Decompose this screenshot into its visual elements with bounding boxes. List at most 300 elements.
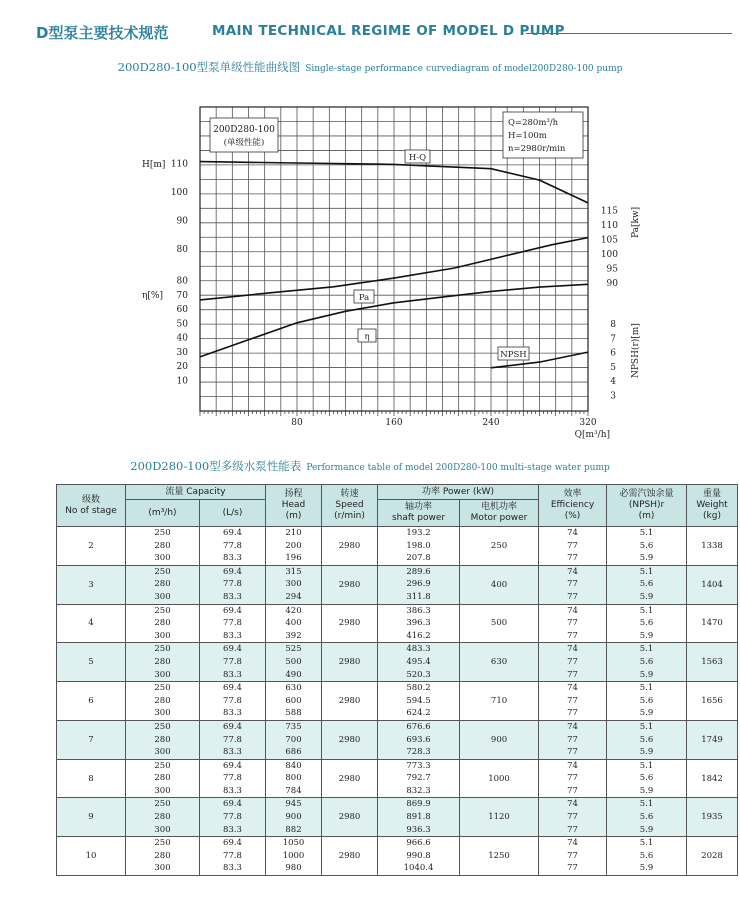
table-row <box>57 604 738 643</box>
cell-npsh-value: 5.1 <box>639 799 654 810</box>
cell-npsh <box>607 837 687 876</box>
cell-efficiency-value: 77 <box>567 824 578 835</box>
cell-efficiency-value: 77 <box>567 747 578 758</box>
cell-capacity-m3h-value: 250 <box>154 760 171 771</box>
cell-npsh-value: 5.9 <box>639 863 654 874</box>
cell-head-value: 500 <box>285 656 302 667</box>
cell-efficiency-value: 74 <box>567 605 578 616</box>
cell-capacity-ls-value: 69.4 <box>223 838 242 849</box>
efficiency-axis-label: η[%] <box>142 291 163 301</box>
performance-chart <box>130 100 670 445</box>
cell-capacity-m3h-value: 280 <box>154 850 171 861</box>
cell-head-value: 686 <box>285 747 302 758</box>
cell-shaft-power-value: 296.9 <box>406 579 431 590</box>
cell-weight: 1404 <box>687 565 738 604</box>
cell-shaft-power <box>378 565 460 604</box>
cell-head-value: 800 <box>285 773 302 784</box>
npsh-axis-tick-label: 7 <box>610 334 616 345</box>
cell-weight: 1749 <box>687 720 738 759</box>
th-npsh: 必需汽蚀余量 (NPSH)r (m) <box>607 485 687 527</box>
cell-shaft-power-value: 207.8 <box>406 553 431 564</box>
npsh-axis-tick-label: 6 <box>610 348 616 359</box>
h-axis-tick-label: 110 <box>170 159 188 170</box>
infobox-param: n=2980r/min <box>508 144 566 154</box>
cell-shaft-power <box>378 643 460 682</box>
cell-efficiency <box>539 565 607 604</box>
cell-capacity-m3h-value: 250 <box>154 799 171 810</box>
cell-motor-power: 1250 <box>460 837 539 876</box>
efficiency-axis-tick-label: 40 <box>176 333 188 344</box>
cell-speed: 2980 <box>322 720 378 759</box>
cell-head-value: 882 <box>285 824 302 835</box>
cell-shaft-power-value: 869.9 <box>406 799 431 810</box>
cell-efficiency-value: 74 <box>567 760 578 771</box>
cell-capacity-m3h <box>126 527 200 566</box>
x-axis-tick-label: 320 <box>579 418 597 428</box>
cell-stage: 4 <box>57 604 126 643</box>
cell-speed: 2980 <box>322 604 378 643</box>
cell-capacity-m3h-value: 250 <box>154 566 171 577</box>
cell-capacity-m3h-value: 280 <box>154 579 171 590</box>
cell-head-value: 630 <box>285 683 302 694</box>
cell-npsh <box>607 798 687 837</box>
cell-npsh-value: 5.6 <box>639 734 654 745</box>
cell-capacity-ls-value: 83.3 <box>223 669 242 680</box>
cell-shaft-power-value: 832.3 <box>406 785 431 796</box>
table-row <box>57 682 738 721</box>
cell-motor-power: 500 <box>460 604 539 643</box>
cell-capacity-ls-value: 77.8 <box>223 850 242 861</box>
cell-capacity-m3h-value: 280 <box>154 695 171 706</box>
th-speed: 转速 Speed (r/min) <box>322 485 378 527</box>
cell-npsh-value: 5.9 <box>639 553 654 564</box>
cell-capacity-ls-value: 83.3 <box>223 553 242 564</box>
performance-table <box>56 484 738 876</box>
cell-efficiency-value: 74 <box>567 683 578 694</box>
cell-capacity-ls-value: 77.8 <box>223 579 242 590</box>
pa-axis-tick-label: 95 <box>606 264 618 275</box>
cell-shaft-power-value: 966.6 <box>406 838 431 849</box>
cell-npsh-value: 5.6 <box>639 540 654 551</box>
cell-efficiency-value: 77 <box>567 553 578 564</box>
cell-efficiency-value: 74 <box>567 799 578 810</box>
cell-motor-power: 900 <box>460 720 539 759</box>
header-title-cn: D型泵主要技术规范 <box>36 24 169 42</box>
cell-npsh-value: 5.9 <box>639 785 654 796</box>
cell-head <box>266 682 322 721</box>
cell-capacity-m3h <box>126 682 200 721</box>
cell-npsh-value: 5.6 <box>639 579 654 590</box>
cell-speed: 2980 <box>322 759 378 798</box>
cell-npsh-value: 5.9 <box>639 824 654 835</box>
pa-curve-label: Pa <box>358 293 370 303</box>
npsh-axis-tick-label: 8 <box>610 320 616 330</box>
cell-capacity-ls-value: 77.8 <box>223 618 242 629</box>
cell-weight: 1656 <box>687 682 738 721</box>
cell-capacity-m3h <box>126 604 200 643</box>
cell-capacity-ls <box>200 837 266 876</box>
efficiency-axis-tick-label: 50 <box>176 319 188 330</box>
x-axis-label: Q[m³/h] <box>574 430 610 440</box>
cell-capacity-ls-value: 83.3 <box>223 591 242 602</box>
cell-efficiency-value: 74 <box>567 644 578 655</box>
cell-shaft-power-value: 580.2 <box>406 683 431 694</box>
cell-shaft-power <box>378 759 460 798</box>
infobox-param: H=100m <box>508 131 547 141</box>
cell-efficiency <box>539 604 607 643</box>
cell-shaft-power <box>378 682 460 721</box>
cell-capacity-m3h <box>126 837 200 876</box>
cell-efficiency <box>539 759 607 798</box>
cell-capacity-m3h-value: 280 <box>154 618 171 629</box>
cell-shaft-power-value: 624.2 <box>406 708 431 719</box>
cell-head-value: 900 <box>285 812 302 823</box>
cell-capacity-ls-value: 83.3 <box>223 708 242 719</box>
efficiency-axis-tick-label: 30 <box>176 347 188 358</box>
cell-shaft-power <box>378 798 460 837</box>
cell-npsh-value: 5.1 <box>639 566 654 577</box>
x-axis-tick-label: 240 <box>482 418 500 428</box>
table-row <box>57 527 738 566</box>
cell-efficiency-value: 74 <box>567 566 578 577</box>
cell-efficiency <box>539 682 607 721</box>
cell-weight: 1842 <box>687 759 738 798</box>
cell-weight: 1470 <box>687 604 738 643</box>
cell-weight: 1563 <box>687 643 738 682</box>
th-capacity-m3h: (m³/h) <box>126 500 200 527</box>
cell-head-value: 1050 <box>282 838 305 849</box>
cell-capacity-ls-value: 69.4 <box>223 721 242 732</box>
infobox-model-note: (单级性能) <box>223 138 265 148</box>
cell-head-value: 392 <box>285 630 302 641</box>
chart-caption-sub: Single-stage performance curvediagram of model200D280-100 pump <box>305 64 623 74</box>
th-head: 扬程 Head (m) <box>266 485 322 527</box>
h-axis-label: H[m] <box>142 160 166 170</box>
th-stage: 级数 No of stage <box>57 485 126 527</box>
cell-efficiency-value: 77 <box>567 695 578 706</box>
cell-capacity-ls-value: 69.4 <box>223 760 242 771</box>
cell-shaft-power <box>378 837 460 876</box>
cell-shaft-power-value: 792.7 <box>406 773 431 784</box>
cell-efficiency <box>539 837 607 876</box>
cell-speed: 2980 <box>322 527 378 566</box>
cell-stage: 10 <box>57 837 126 876</box>
cell-efficiency-value: 77 <box>567 579 578 590</box>
cell-efficiency-value: 77 <box>567 850 578 861</box>
cell-capacity-ls <box>200 759 266 798</box>
cell-capacity-m3h-value: 280 <box>154 812 171 823</box>
cell-npsh <box>607 720 687 759</box>
cell-shaft-power-value: 990.8 <box>406 850 431 861</box>
cell-capacity-ls <box>200 720 266 759</box>
cell-capacity-m3h-value: 300 <box>154 630 171 641</box>
cell-shaft-power-value: 416.2 <box>406 630 431 641</box>
h-axis-tick-label: 90 <box>176 216 188 227</box>
cell-capacity-ls <box>200 643 266 682</box>
cell-npsh-value: 5.1 <box>639 760 654 771</box>
cell-head-value: 980 <box>285 863 302 874</box>
efficiency-axis-tick-label: 20 <box>176 362 188 372</box>
cell-stage: 2 <box>57 527 126 566</box>
chart-caption-main: 200D280-100型泵单级性能曲线图 <box>117 60 301 74</box>
cell-speed: 2980 <box>322 643 378 682</box>
cell-motor-power: 710 <box>460 682 539 721</box>
cell-head <box>266 565 322 604</box>
cell-speed: 2980 <box>322 682 378 721</box>
pa-axis-label: Pa[kw] <box>631 206 641 238</box>
cell-stage: 8 <box>57 759 126 798</box>
table-row <box>57 837 738 876</box>
cell-head-value: 210 <box>285 528 302 538</box>
cell-capacity-m3h <box>126 759 200 798</box>
cell-head-value: 315 <box>285 566 302 577</box>
cell-efficiency-value: 77 <box>567 540 578 551</box>
cell-capacity-m3h-value: 300 <box>154 708 171 719</box>
chart-caption <box>0 56 740 75</box>
cell-capacity-ls-value: 69.4 <box>223 528 242 538</box>
cell-stage: 3 <box>57 565 126 604</box>
table-row <box>57 720 738 759</box>
cell-npsh-value: 5.1 <box>639 838 654 849</box>
th-efficiency: 效率 Efficiency (%) <box>539 485 607 527</box>
cell-capacity-m3h-value: 250 <box>154 644 171 655</box>
cell-shaft-power-value: 483.3 <box>406 644 431 655</box>
header-title-en: MAIN TECHNICAL REGIME OF MODEL D PUMP <box>212 23 565 39</box>
cell-efficiency-value: 77 <box>567 785 578 796</box>
pa-axis-tick-label: 105 <box>600 235 618 246</box>
cell-npsh-value: 5.6 <box>639 695 654 706</box>
cell-npsh-value: 5.1 <box>639 528 654 538</box>
cell-npsh <box>607 682 687 721</box>
cell-shaft-power-value: 495.4 <box>406 656 431 667</box>
cell-head-value: 420 <box>285 605 302 616</box>
cell-shaft-power-value: 311.8 <box>406 591 431 602</box>
cell-head-value: 700 <box>285 734 302 745</box>
efficiency-curve-label: η <box>364 332 370 342</box>
cell-stage: 6 <box>57 682 126 721</box>
cell-capacity-ls <box>200 798 266 837</box>
table-row <box>57 565 738 604</box>
x-axis-tick-label: 160 <box>385 418 403 428</box>
cell-shaft-power-value: 676.6 <box>406 721 431 732</box>
cell-efficiency-value: 77 <box>567 618 578 629</box>
cell-capacity-ls <box>200 604 266 643</box>
cell-npsh-value: 5.1 <box>639 605 654 616</box>
header-rule <box>526 33 732 34</box>
x-axis-tick-label: 80 <box>291 418 303 428</box>
cell-capacity-m3h-value: 250 <box>154 721 171 732</box>
cell-head <box>266 837 322 876</box>
cell-head-value: 300 <box>285 579 302 590</box>
h-axis-tick-label: 80 <box>176 245 188 255</box>
cell-head <box>266 759 322 798</box>
npsh-axis-label: NPSH(r)[m] <box>631 323 641 378</box>
npsh-curve-label: NPSH <box>500 350 527 360</box>
cell-head-value: 525 <box>285 644 302 655</box>
efficiency-axis-tick-label: 60 <box>176 305 188 315</box>
cell-npsh <box>607 604 687 643</box>
cell-motor-power: 1000 <box>460 759 539 798</box>
cell-npsh-value: 5.9 <box>639 669 654 680</box>
cell-head-value: 840 <box>285 760 302 771</box>
hq-curve-label: H-Q <box>408 153 427 163</box>
cell-capacity-m3h <box>126 720 200 759</box>
cell-head-value: 196 <box>285 553 302 564</box>
npsh-axis-tick-label: 5 <box>610 362 616 373</box>
cell-efficiency-value: 77 <box>567 773 578 784</box>
cell-capacity-m3h-value: 300 <box>154 747 171 758</box>
table-row <box>57 643 738 682</box>
cell-capacity-m3h-value: 300 <box>154 591 171 602</box>
cell-head-value: 784 <box>285 785 302 796</box>
cell-capacity-ls-value: 69.4 <box>223 799 242 810</box>
cell-capacity-m3h-value: 300 <box>154 824 171 835</box>
efficiency-axis-tick-label: 70 <box>176 290 188 301</box>
th-capacity: 流量 Capacity <box>126 485 266 500</box>
cell-capacity-m3h-value: 300 <box>154 669 171 680</box>
page-header <box>36 22 736 46</box>
pa-axis-tick-label: 90 <box>606 279 618 289</box>
cell-efficiency-value: 77 <box>567 812 578 823</box>
efficiency-axis-tick-label: 80 <box>176 276 188 287</box>
infobox-model-name: 200D280-100 <box>213 125 275 135</box>
cell-capacity-m3h-value: 280 <box>154 540 171 551</box>
cell-head <box>266 604 322 643</box>
cell-head-value: 588 <box>285 708 302 719</box>
cell-capacity-m3h <box>126 643 200 682</box>
cell-stage: 9 <box>57 798 126 837</box>
cell-head <box>266 798 322 837</box>
cell-shaft-power-value: 1040.4 <box>403 863 434 874</box>
cell-npsh-value: 5.1 <box>639 644 654 655</box>
cell-capacity-ls-value: 69.4 <box>223 605 242 616</box>
cell-motor-power: 1120 <box>460 798 539 837</box>
cell-efficiency-value: 77 <box>567 734 578 745</box>
cell-shaft-power-value: 594.5 <box>406 695 431 706</box>
th-weight: 重量 Weight (kg) <box>687 485 738 527</box>
th-capacity-ls: (L/s) <box>200 500 266 527</box>
cell-efficiency <box>539 720 607 759</box>
cell-capacity-m3h-value: 280 <box>154 773 171 784</box>
cell-capacity-ls-value: 83.3 <box>223 863 242 874</box>
cell-efficiency <box>539 643 607 682</box>
cell-capacity-m3h-value: 250 <box>154 605 171 616</box>
cell-motor-power: 250 <box>460 527 539 566</box>
cell-shaft-power-value: 198.0 <box>406 540 431 551</box>
cell-efficiency-value: 74 <box>567 721 578 732</box>
pa-axis-tick-label: 100 <box>600 250 618 260</box>
cell-capacity-ls-value: 83.3 <box>223 824 242 835</box>
cell-head-value: 1000 <box>282 850 305 861</box>
infobox-param: Q=280m³/h <box>508 118 559 128</box>
cell-capacity-ls-value: 77.8 <box>223 540 242 551</box>
cell-capacity-ls <box>200 565 266 604</box>
efficiency-axis-tick-label: 10 <box>176 376 188 387</box>
cell-motor-power: 630 <box>460 643 539 682</box>
cell-speed: 2980 <box>322 837 378 876</box>
cell-weight: 1935 <box>687 798 738 837</box>
cell-head-value: 735 <box>285 721 302 732</box>
table-row <box>57 798 738 837</box>
th-shaft-power: 轴功率 shaft power <box>378 500 460 527</box>
cell-weight: 2028 <box>687 837 738 876</box>
cell-head-value: 490 <box>285 669 302 680</box>
pa-axis-tick-label: 110 <box>600 221 618 231</box>
cell-efficiency-value: 74 <box>567 528 578 538</box>
cell-speed: 2980 <box>322 798 378 837</box>
cell-shaft-power-value: 386.3 <box>406 605 431 616</box>
cell-npsh-value: 5.9 <box>639 747 654 758</box>
cell-capacity-ls-value: 69.4 <box>223 644 242 655</box>
cell-npsh-value: 5.9 <box>639 708 654 719</box>
cell-efficiency <box>539 798 607 837</box>
cell-weight: 1338 <box>687 527 738 566</box>
cell-speed: 2980 <box>322 565 378 604</box>
cell-capacity-ls-value: 77.8 <box>223 734 242 745</box>
cell-motor-power: 400 <box>460 565 539 604</box>
table-caption-main: 200D280-100型多级水泵性能表 <box>130 459 302 473</box>
npsh-axis-tick-label: 4 <box>610 377 616 388</box>
cell-shaft-power <box>378 604 460 643</box>
cell-npsh-value: 5.6 <box>639 812 654 823</box>
table-caption <box>0 455 740 474</box>
cell-shaft-power-value: 693.6 <box>406 734 431 745</box>
cell-efficiency-value: 77 <box>567 863 578 874</box>
table-row <box>57 759 738 798</box>
h-axis-tick-label: 100 <box>170 188 188 198</box>
cell-npsh-value: 5.6 <box>639 850 654 861</box>
cell-npsh-value: 5.1 <box>639 721 654 732</box>
cell-npsh <box>607 759 687 798</box>
cell-head <box>266 527 322 566</box>
cell-npsh-value: 5.1 <box>639 683 654 694</box>
cell-npsh <box>607 643 687 682</box>
cell-shaft-power <box>378 527 460 566</box>
cell-shaft-power-value: 520.3 <box>406 669 431 680</box>
cell-efficiency-value: 77 <box>567 669 578 680</box>
cell-head-value: 600 <box>285 695 302 706</box>
cell-shaft-power-value: 396.3 <box>406 618 431 629</box>
cell-capacity-ls-value: 77.8 <box>223 773 242 784</box>
cell-npsh-value: 5.6 <box>639 656 654 667</box>
cell-shaft-power-value: 289.6 <box>406 566 431 577</box>
cell-capacity-ls-value: 77.8 <box>223 656 242 667</box>
cell-efficiency-value: 77 <box>567 630 578 641</box>
th-power: 功率 Power (kW) <box>378 485 539 500</box>
cell-shaft-power <box>378 720 460 759</box>
cell-capacity-m3h-value: 250 <box>154 528 171 538</box>
cell-capacity-m3h-value: 280 <box>154 656 171 667</box>
cell-stage: 7 <box>57 720 126 759</box>
performance-table-wrap <box>56 484 737 876</box>
cell-stage: 5 <box>57 643 126 682</box>
cell-head-value: 400 <box>285 618 302 629</box>
cell-shaft-power-value: 728.3 <box>406 747 431 758</box>
cell-shaft-power-value: 773.3 <box>406 760 431 771</box>
cell-efficiency-value: 77 <box>567 591 578 602</box>
cell-shaft-power-value: 891.8 <box>406 812 431 823</box>
cell-capacity-ls-value: 83.3 <box>223 785 242 796</box>
cell-capacity-m3h-value: 280 <box>154 734 171 745</box>
cell-efficiency-value: 77 <box>567 708 578 719</box>
cell-npsh <box>607 565 687 604</box>
cell-capacity-ls <box>200 682 266 721</box>
cell-head-value: 200 <box>285 540 302 551</box>
cell-head <box>266 643 322 682</box>
npsh-axis-tick-label: 3 <box>610 391 616 402</box>
cell-efficiency-value: 74 <box>567 838 578 849</box>
cell-efficiency <box>539 527 607 566</box>
